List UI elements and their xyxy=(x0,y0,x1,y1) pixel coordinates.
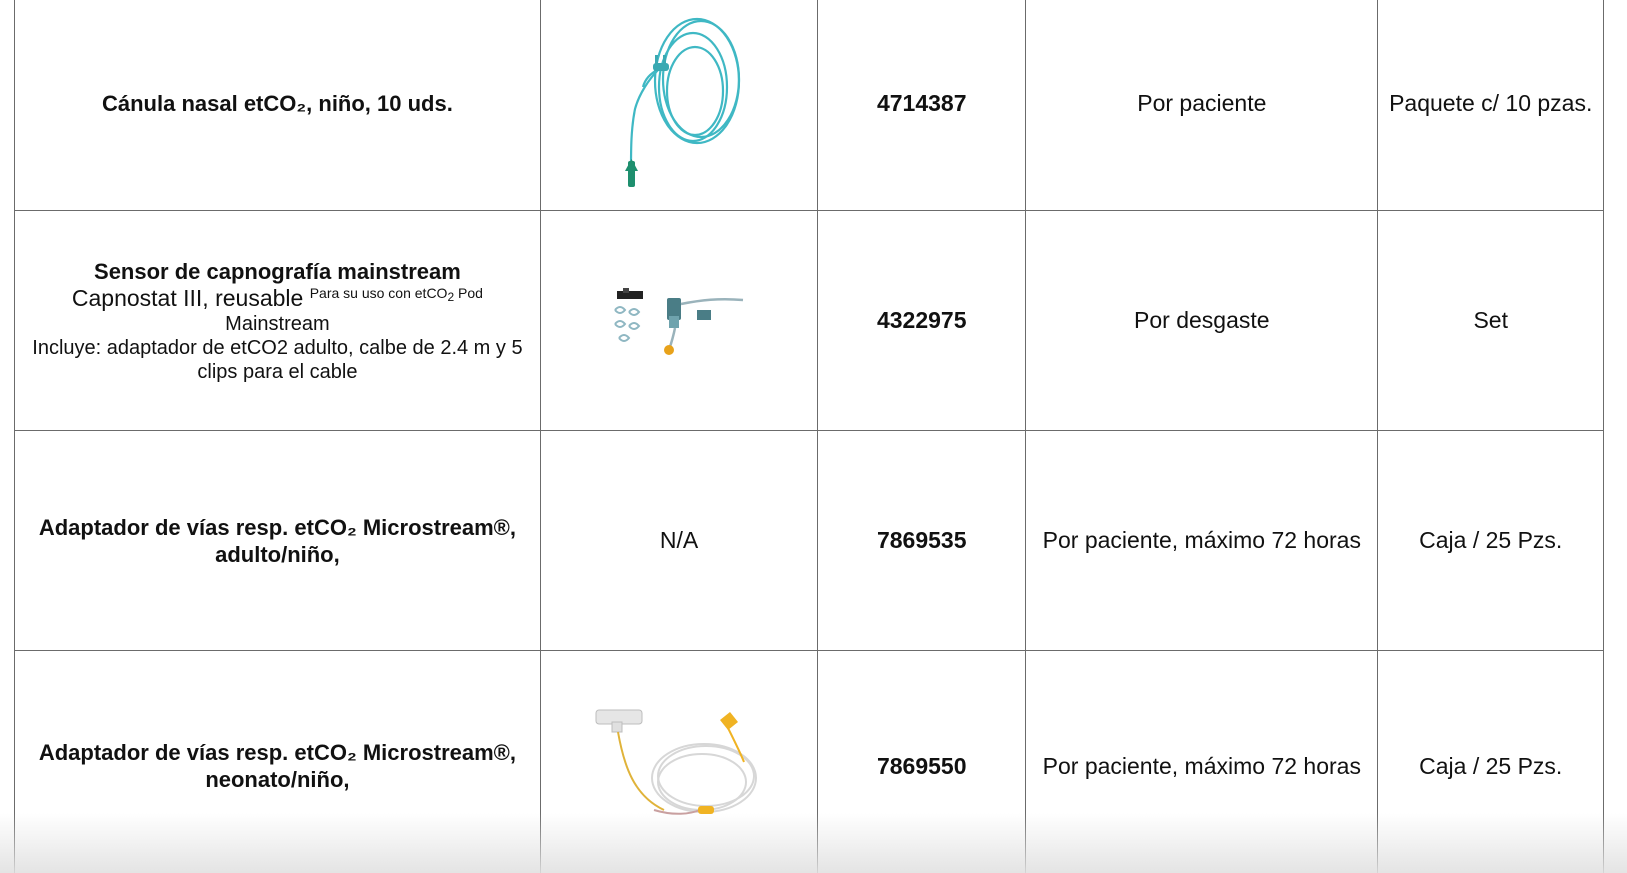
replacement-cell xyxy=(1026,651,1378,873)
code-cell xyxy=(818,0,1026,211)
replacement-frequency: Por paciente, máximo 72 horas xyxy=(1042,752,1361,779)
description-cell xyxy=(15,0,541,211)
usage-note-subscript: 2 xyxy=(447,289,455,304)
package-size: Paquete c/ 10 pzas. xyxy=(1389,90,1593,116)
code-cell xyxy=(818,431,1026,651)
usage-note-text: Para su uso con etCO xyxy=(309,284,448,301)
package-cell xyxy=(1378,651,1604,873)
description-cell xyxy=(15,431,541,651)
products-table xyxy=(14,0,1604,873)
product-code: 7869550 xyxy=(876,752,967,779)
product-code: 4714387 xyxy=(876,90,967,116)
product-description-model xyxy=(21,285,534,312)
image-cell xyxy=(540,651,817,873)
table-row xyxy=(15,211,1604,431)
replacement-cell xyxy=(1026,211,1378,431)
image-cell xyxy=(540,0,817,211)
product-description: Cánula nasal etCO₂, niño, 10 uds. xyxy=(101,91,453,116)
package-cell xyxy=(1378,211,1604,431)
package-size: Caja / 25 Pzs. xyxy=(1419,527,1563,553)
nasal-cannula-image xyxy=(609,9,749,199)
capnostat-sensor-image xyxy=(609,286,749,356)
product-description: Sensor de capnografía mainstream xyxy=(94,258,461,284)
table-row xyxy=(15,651,1604,873)
replacement-frequency: Por paciente xyxy=(1137,90,1267,116)
product-mode: Mainstream xyxy=(225,312,330,335)
replacement-cell xyxy=(1026,431,1378,651)
description-cell xyxy=(15,211,541,431)
replacement-frequency: Por desgaste xyxy=(1134,307,1270,333)
replacement-frequency: Por paciente, máximo 72 horas xyxy=(1042,527,1361,553)
code-cell xyxy=(818,651,1026,873)
code-cell xyxy=(818,211,1026,431)
package-cell xyxy=(1378,431,1604,651)
usage-note xyxy=(309,284,483,304)
package-cell xyxy=(1378,0,1604,211)
product-description: Adaptador de vías resp. etCO₂ Microstream®, neonato/niño, xyxy=(38,740,516,792)
package-size: Caja / 25 Pzs. xyxy=(1419,752,1563,779)
image-cell xyxy=(540,431,817,651)
image-cell xyxy=(540,211,817,431)
airway-adapter-image xyxy=(594,706,764,826)
table-row xyxy=(15,0,1604,211)
product-code: 4322975 xyxy=(876,307,967,333)
image-not-available: N/A xyxy=(659,527,699,553)
table-row xyxy=(15,431,1604,651)
product-code: 7869535 xyxy=(876,527,967,553)
product-includes: Incluye: adaptador de etCO2 adulto, calbe de 2.4 m y 5 clips para el cable xyxy=(32,336,523,383)
package-size: Set xyxy=(1473,307,1508,333)
replacement-cell xyxy=(1026,0,1378,211)
product-description: Adaptador de vías resp. etCO₂ Microstream®, adulto/niño, xyxy=(38,514,516,567)
product-model: Capnostat III, reusable xyxy=(71,284,304,311)
usage-note-suffix: Pod xyxy=(454,284,483,301)
description-cell xyxy=(15,651,541,873)
